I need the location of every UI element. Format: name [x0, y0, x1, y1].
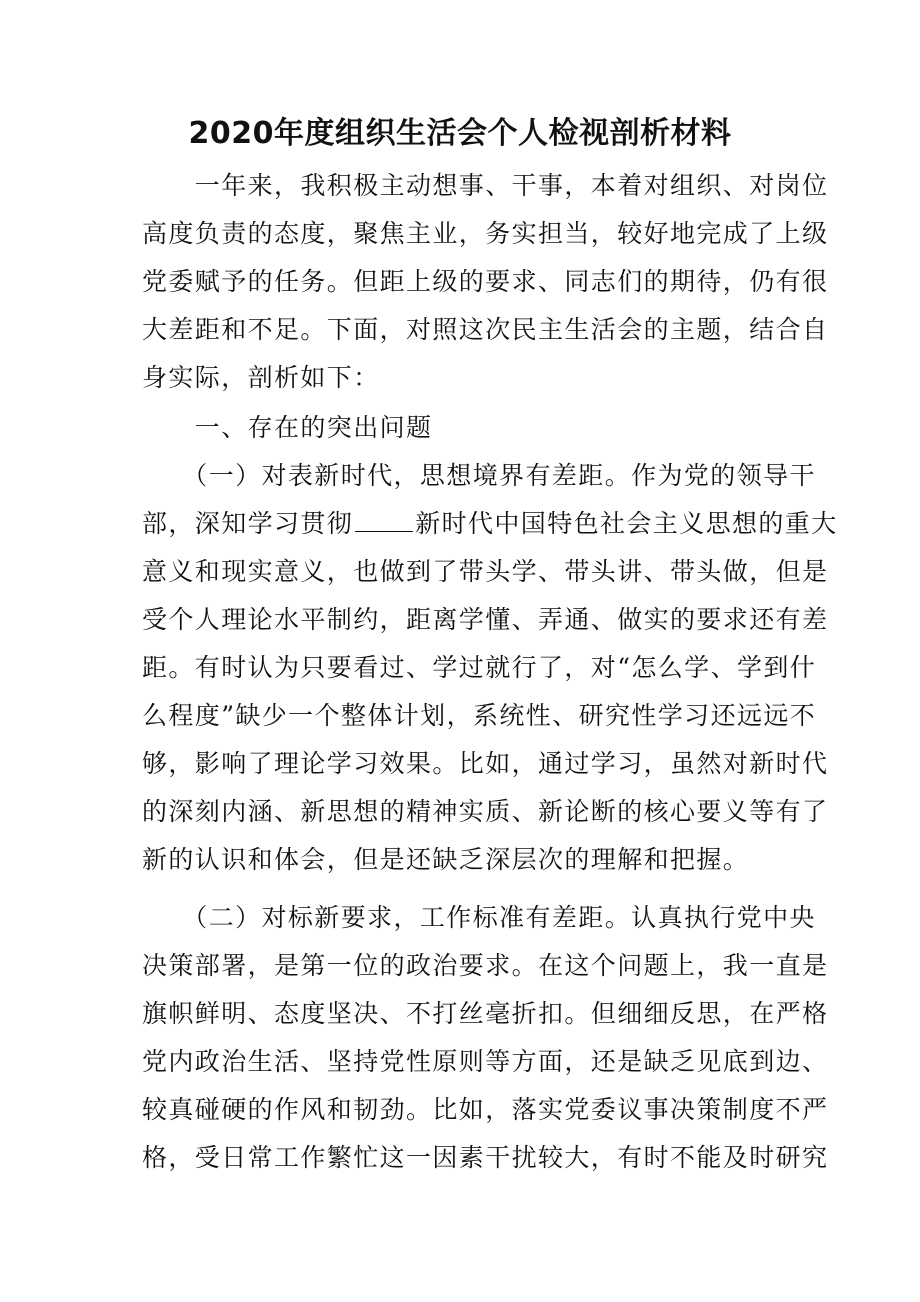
paragraph-line: 大差距和不足。下面，对照这次民主生活会的主题，结合自: [142, 315, 829, 344]
section-heading: 一、存在的突出问题: [142, 413, 433, 442]
paragraph-line: 的深刻内涵、新思想的精神实质、新论断的核心要义等有了: [142, 797, 829, 826]
paragraph-line: 距。有时认为只要看过、学过就行了，对“怎么学、学到什: [142, 653, 817, 682]
paragraph-line: 一年来，我积极主动想事、干事，本着对组织、对岗位: [142, 171, 829, 200]
document-title: 2020年度组织生活会个人检视剖析材料: [188, 116, 732, 151]
paragraph-line: 党委赋予的任务。但距上级的要求、同志们的期待，仍有很: [142, 267, 829, 296]
paragraph-line: 受个人理论水平制约，距离学懂、弄通、做实的要求还有差: [142, 605, 829, 634]
paragraph-line: （二）对标新要求，工作标准有差距。认真执行党中央: [142, 903, 816, 932]
redaction-blank: [355, 509, 413, 532]
paragraph-line: 够，影响了理论学习效果。比如，通过学习，虽然对新时代: [142, 749, 829, 778]
paragraph-line-with-blank: [142, 504, 838, 544]
paragraph-line: 么程度”缺少一个整体计划，系统性、研究性学习还远远不: [142, 701, 817, 730]
paragraph-line: 旗帜鲜明、态度坚决、不打丝毫折扣。但细细反思，在严格: [142, 999, 829, 1028]
paragraph-line: 较真碰硬的作风和韧劲。比如，落实党委议事决策制度不严: [142, 1095, 829, 1124]
paragraph-line: 高度负责的态度，聚焦主业，务实担当，较好地完成了上级: [142, 219, 829, 248]
paragraph-line: （一）对表新时代，思想境界有差距。作为党的领导干: [142, 461, 816, 490]
paragraph-line: 党内政治生活、坚持党性原则等方面，还是缺乏见底到边、: [142, 1047, 829, 1076]
paragraph-line: 决策部署，是第一位的政治要求。在这个问题上，我一直是: [142, 951, 829, 980]
paragraph-line: 新的认识和体会，但是还缺乏深层次的理解和把握。: [142, 845, 750, 874]
line-segment: 部，深知学习贯彻: [142, 509, 354, 538]
paragraph-line: 格，受日常工作繁忙这一因素干扰较大，有时不能及时研究: [142, 1143, 829, 1172]
paragraph-line: 身实际，剖析如下：: [142, 363, 380, 392]
line-segment: 新时代中国特色社会主义思想的重大: [415, 509, 838, 538]
paragraph-line: 意义和现实意义，也做到了带头学、带头讲、带头做，但是: [142, 557, 829, 586]
